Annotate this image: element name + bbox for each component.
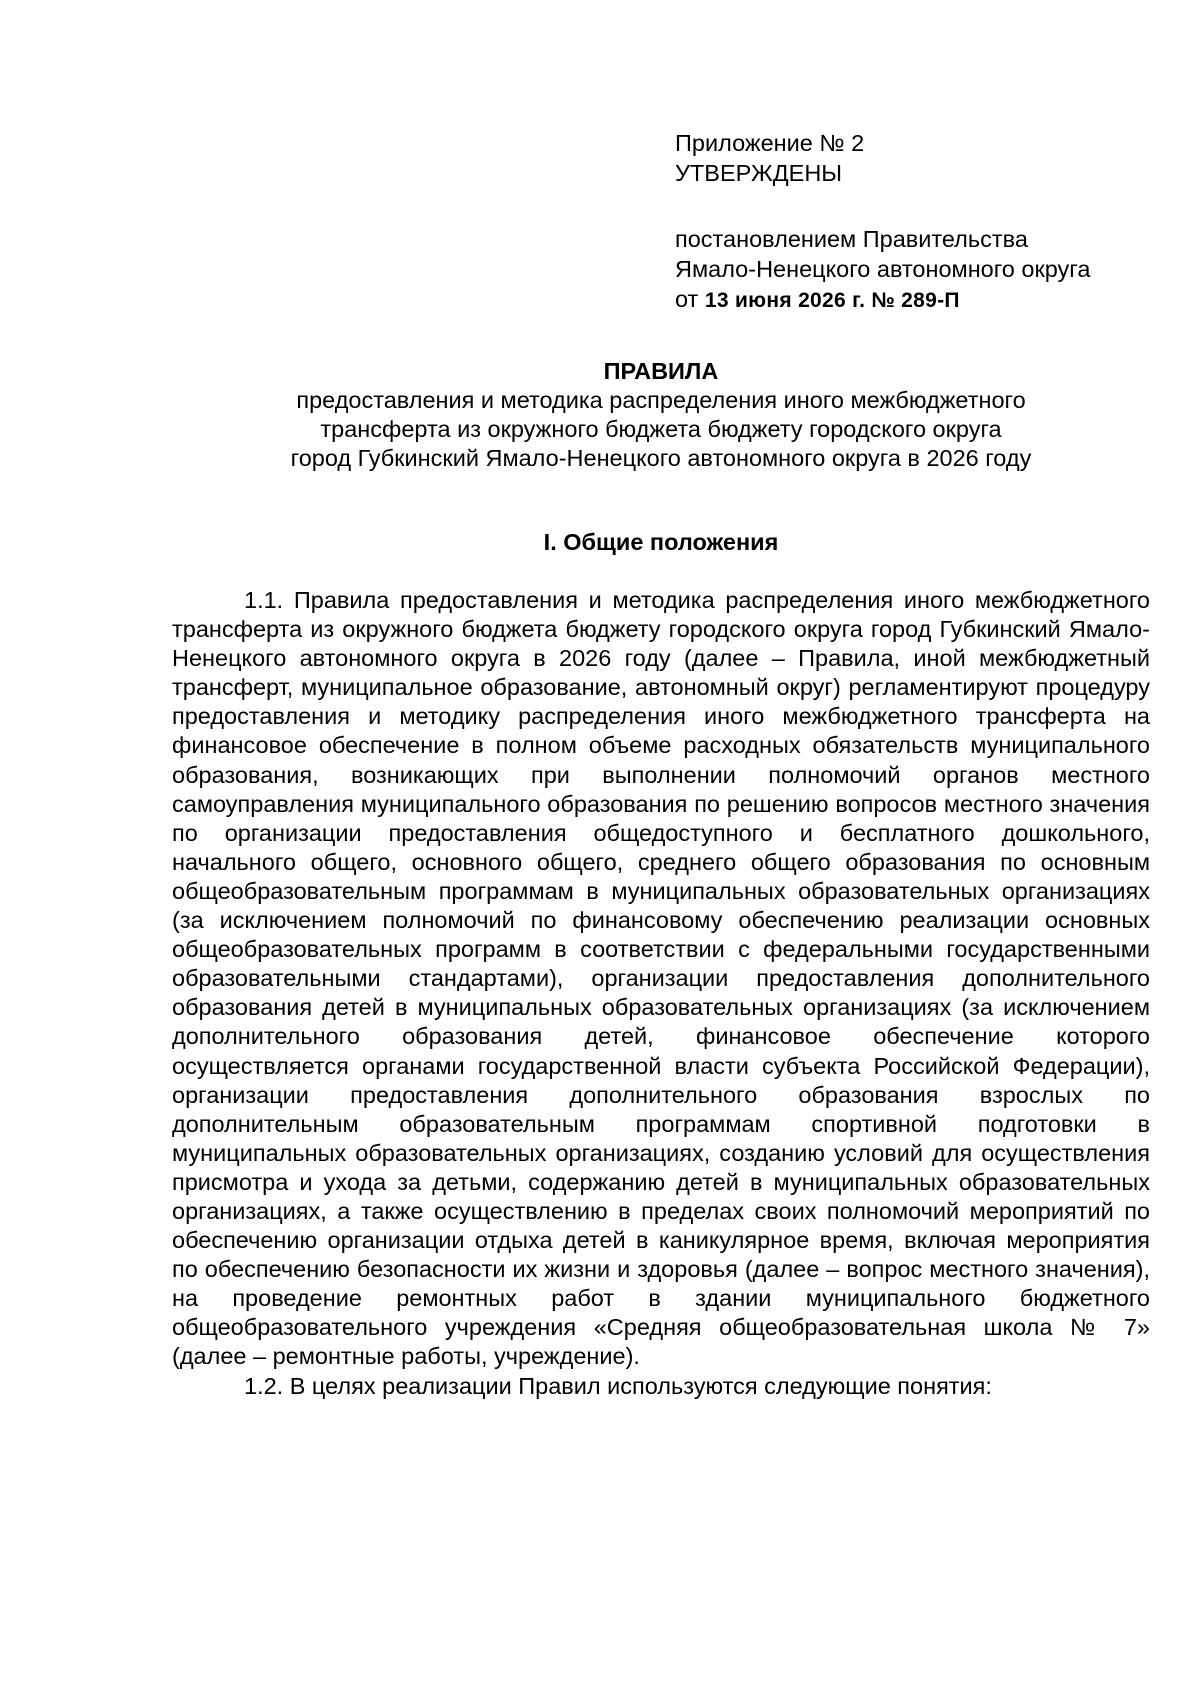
date-prefix: от — [675, 286, 699, 312]
decree-line-2: Ямало-Ненецкого автономного округа — [675, 256, 1091, 282]
paragraph-1-1: 1.1. Правила предоставления и методика распределения иного межбюджетного трансферта из окружного бюджета бюджету городского округа город Губкинский Ямало-Ненецкого автономного округа в 2026 году (далее – Правила, иной межбюджетный трансферт, муниципальное образование, автономный округ) регламентируют процедуру предоставления и методику распределения иного межбюджетного трансферта на финансовое обеспечение в полном объеме расходных обязательств муниципального образования, возникающих при выполнении полномочий органов местного самоуправления муниципального образования по решению вопросов местного значения по организации предоставления общедоступного и бесплатного дошкольного, начального общего, основного общего, среднего общего образования по основным общеобразовательным программам в муниципальных образовательных организациях (за исключением полномочий по финансовому обеспечению реализации основных общеобразовательных программ в соответствии с федеральными государственными образовательными стандартами), организации предоставления дополнительного образования детей в муниципальных образовательных организациях (за исключением дополнительного образования детей, финансовое обеспечение которого осуществляется органами государственной власти субъекта Российской Федерации), организации предоставления дополнительного образования взрослых по дополнительным образовательным программам спортивной подготовки в муниципальных образовательных организациях, созданию условий для осуществления присмотра и ухода за детьми, содержанию детей в муниципальных образовательных организациях, а также осуществлению в пределах своих полномочий мероприятий по обеспечению организации отдыха детей в каникулярное время, включая мероприятия по обеспечению безопасности их жизни и здоровья (далее – вопрос местного значения), на проведение ремонтных работ в здании муниципального бюджетного общеобразовательного учреждения «Средняя общеобразовательная школа № 7» (далее – ремонтные работы, учреждение). — [172, 587, 1150, 1370]
section-heading: I. Общие положения — [543, 529, 779, 555]
paragraph-1-2: 1.2. В целях реализации Правил используются следующие понятия: — [244, 1372, 992, 1399]
document-title: ПРАВИЛА — [603, 358, 719, 384]
approved-label: УТВЕРЖДЕНЫ — [675, 160, 843, 186]
decree-line-1: постановлением Правительства — [675, 226, 1028, 252]
approval-header — [675, 128, 1175, 316]
subtitle-line-2: трансферта из окружного бюджета бюджету городского округа — [320, 416, 1002, 442]
document-body — [172, 586, 1150, 1401]
appendix-label: Приложение № 2 — [675, 130, 865, 156]
date-number-stamp: 13 июня 2026 г. № 289-П — [704, 289, 960, 312]
subtitle-line-3: город Губкинский Ямало-Ненецкого автономного округа в 2026 году — [290, 445, 1032, 471]
header-spacer — [675, 188, 1175, 224]
document-subtitle — [172, 386, 1150, 473]
subtitle-line-1: предоставления и методика распределения иного межбюджетного — [296, 387, 1026, 413]
decree-date-line — [675, 284, 1175, 316]
